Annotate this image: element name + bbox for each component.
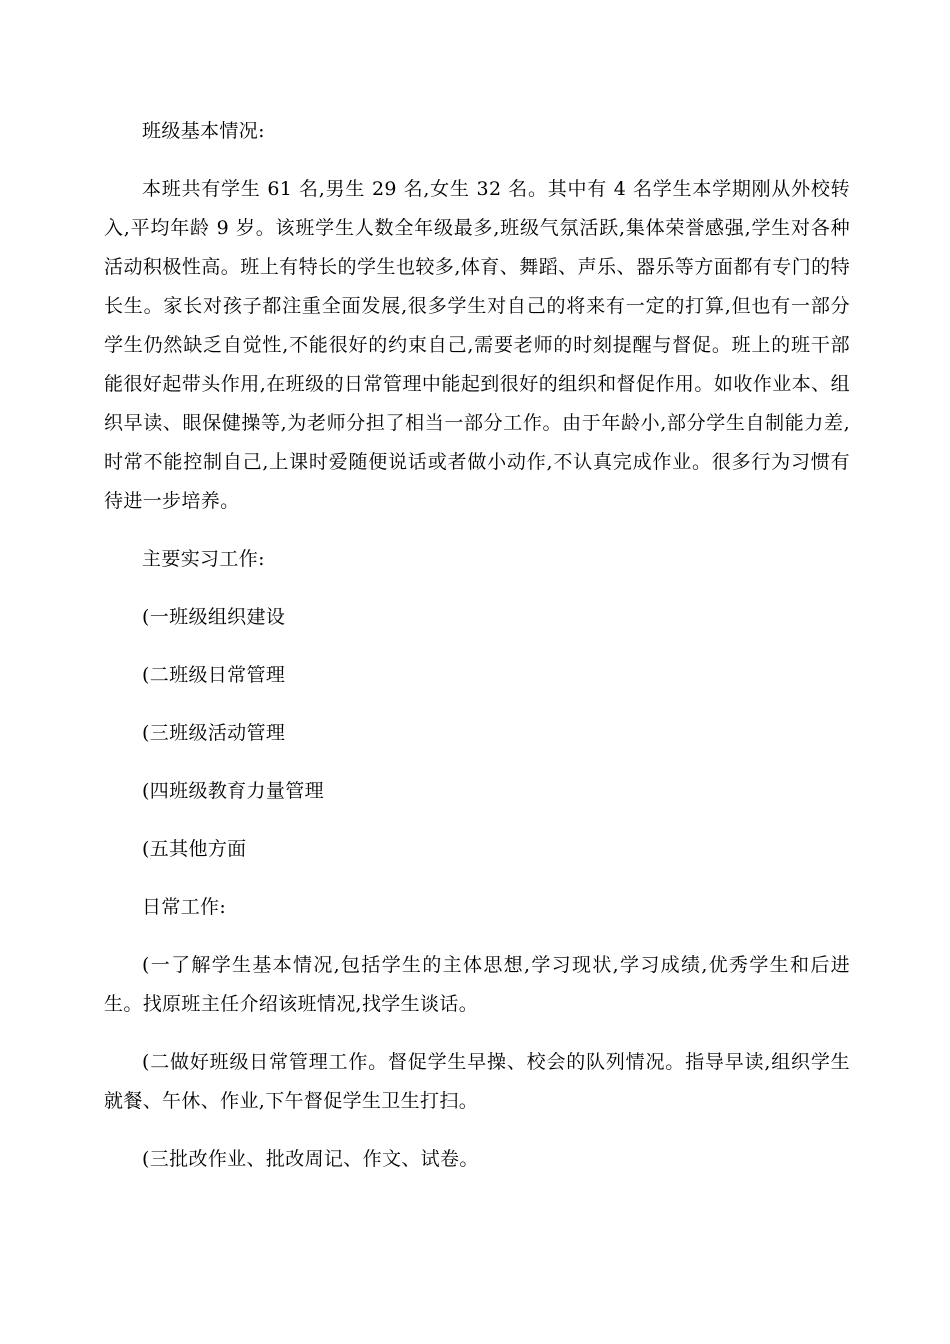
class-basic-info-paragraph: 本班共有学生 61 名,男生 29 名,女生 32 名。其中有 4 名学生本学期刚从外校转入,平均年龄 9 岁。该班学生人数全年级最多,班级气氛活跃,集体荣誉感强,学生对各种活动积极性高。班上有特长的学生也较多,体育、舞蹈、声乐、器乐等方面都有专门的特长生。家长对孩子都注重全面发展,很多学生对自己的将来有一定的打算,但也有一部分学生仍然缺乏自觉性,不能很好的约束自己,需要老师的时刻提醒与督促。班上的班干部能很好起带头作用,在班级的日常管理中能起到很好的组织和督促作用。如收作业本、组织早读、眼保健操等,为老师分担了相当一部分工作。由于年龄小,部分学生自制能力差,时常不能控制自己,上课时爱随便说话或者做小动作,不认真完成作业。很多行为习惯有待进一步培养。 [104,178,850,512]
main-work-item: (四班级教育力量管理 [142,780,324,802]
document-body [104,112,850,1198]
section-heading-main-work: 主要实习工作: [142,548,265,570]
main-work-item: (五其他方面 [142,838,247,860]
daily-work-item: (一了解学生基本情况,包括学生的主体思想,学习现状,学习成绩,优秀学生和后进生。找原班主任介绍该班情况,找学生谈话。 [104,954,850,1015]
main-work-item: (二班级日常管理 [142,664,286,686]
main-work-item: (三班级活动管理 [142,722,286,744]
section-heading-basic-info: 班级基本情况: [142,120,265,142]
daily-work-item: (二做好班级日常管理工作。督促学生早操、校会的队列情况。指导早读,组织学生就餐、午休、作业,下午督促学生卫生打扫。 [104,1051,850,1112]
daily-work-item: (三批改作业、批改周记、作文、试卷。 [142,1148,479,1170]
section-heading-daily-work: 日常工作: [142,896,227,918]
main-work-item: (一班级组织建设 [142,606,286,628]
